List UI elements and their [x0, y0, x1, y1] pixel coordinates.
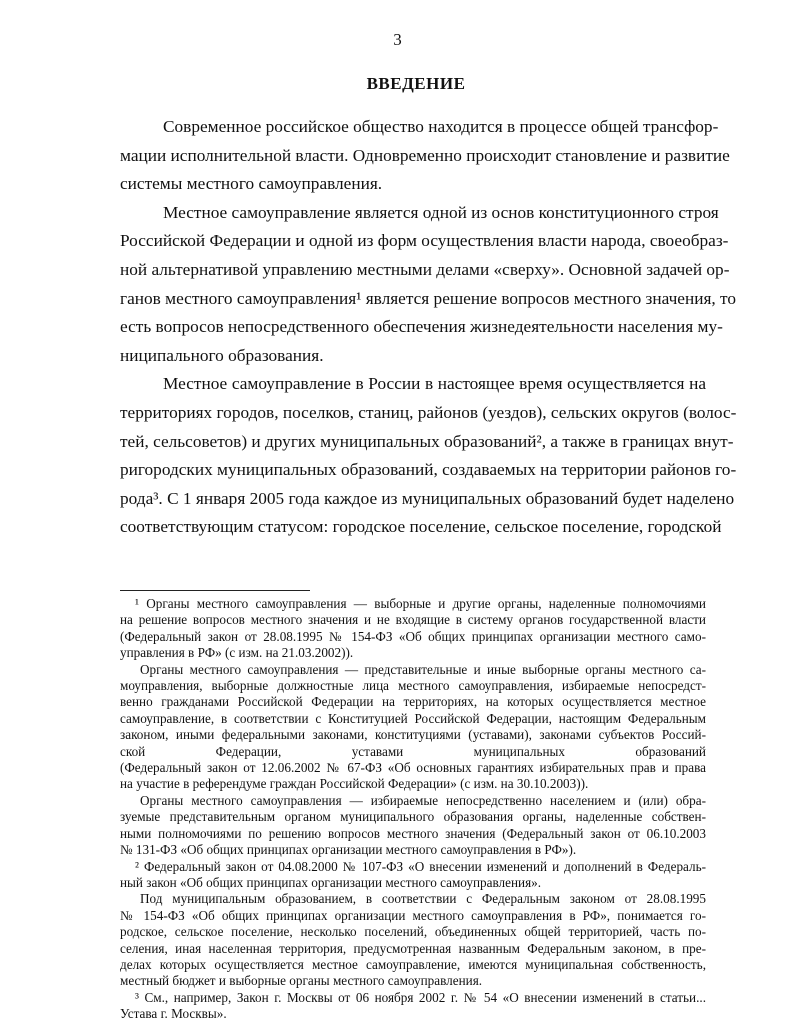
- section-heading: ВВЕДЕНИЕ: [366, 74, 466, 93]
- footnote-line: селения, иная населенная территория, предусмотренная названным Федеральным законом, в пре-: [120, 940, 706, 956]
- footnote-line: Устава г. Москвы».: [120, 1006, 227, 1022]
- paragraph-line: Местное самоуправление в России в настоящее время осуществляется на: [163, 374, 706, 394]
- footnote-line: (Федеральный закон от 12.06.2002 № 67-ФЗ «Об основных гарантиях избирательных прав и права: [120, 760, 706, 776]
- footnote-line: № 131-ФЗ «Об общих принципах организации местного самоуправления в РФ»).: [120, 842, 577, 858]
- footnote-line: зуемые представительным органом муниципального образования органы, наделенные собствен-: [120, 809, 706, 825]
- paragraph-line: ниципального образования.: [120, 345, 324, 365]
- footnote-line: местный бюджет и выборные органы местного самоуправления.: [120, 973, 483, 989]
- paragraph-line: ной альтернативой управлению местными делами «сверху». Основной задачей ор-: [120, 259, 730, 279]
- footnote-line: управления в РФ» (с изм. на 21.03.2002)).: [120, 645, 354, 661]
- footnote-line: Органы местного самоуправления — избираемые непосредственно населением и (или) обра-: [140, 792, 706, 808]
- footnote-line: венно гражданами Российской Федерации на территориях, на которых осуществляется местное: [120, 694, 706, 710]
- body-text: [120, 113, 737, 542]
- paragraph-line: системы местного самоуправления.: [120, 174, 383, 194]
- paragraph-line: ганов местного самоуправления¹ является решение вопросов местного значения, то: [120, 288, 736, 308]
- paragraph-line: мации исполнительной власти. Одновременно происходит становление и развитие: [120, 145, 730, 165]
- paragraph-line: тей, сельсоветов) и других муниципальных образований², а также в границах внут-: [120, 431, 734, 451]
- footnote-line: ² Федеральный закон от 04.08.2000 № 107-ФЗ «О внесении изменений и дополнений в Федераль-: [135, 858, 706, 874]
- footnote-line: законом, иными федеральными законами, конституциями (уставами), законами субъектов Россий-: [120, 727, 706, 743]
- footnote-separator: [120, 590, 310, 591]
- paragraph-line: Местное самоуправление является одной из основ конституционного строя: [163, 202, 719, 222]
- paragraph-line: Российской Федерации и одной из форм осуществления власти народа, своеобраз-: [120, 231, 729, 251]
- footnote-line: родское, сельское поселение, несколько поселений, объединенных общей территорией, часть по-: [120, 924, 706, 940]
- footnote-line: ными полномочиями по решению вопросов местного значения (Федеральный закон от 06.10.2003: [120, 825, 706, 841]
- footnote-line: ³ См., например, Закон г. Москвы от 06 ноября 2002 г. № 54 «О внесении изменений в статьи...: [135, 989, 706, 1005]
- footnote-line: ¹ Органы местного самоуправления — выборные и другие органы, наделенные полномочиями: [135, 596, 706, 611]
- footnote-line: (Федеральный закон от 28.08.1995 № 154-ФЗ «Об общих принципах организации местного само-: [120, 628, 706, 644]
- footnote-line: Под муниципальным образованием, в соответствии с Федеральным законом от 28.08.1995: [140, 891, 706, 907]
- footnote-line: Органы местного самоуправления — представительные и иные выборные органы местного са-: [140, 661, 706, 677]
- paragraph-line: территориях городов, поселков, станиц, районов (уездов), сельских округов (волос-: [120, 402, 737, 422]
- footnote-line: самоуправление, в соответствии с Конституцией Российской Федерации, настоящим Федеральным: [120, 710, 706, 726]
- page-number: 3: [393, 30, 402, 49]
- footnote-line: ской Федерации, уставами муниципальных образований: [120, 743, 706, 759]
- footnote-line: моуправления, выборные должностные лица местного самоуправления, избираемые непосредст-: [120, 678, 706, 694]
- footnote-line: на решение вопросов местного значения и не входящие в систему органов государственной власти: [120, 612, 706, 628]
- footnote-line: на участие в референдуме граждан Российской Федерации» (с изм. на 30.10.2003)).: [120, 776, 589, 792]
- footnote-line: ный закон «Об общих принципах организации местного самоуправления».: [120, 874, 542, 890]
- footnotes: [120, 596, 706, 1023]
- footnote-line: № 154-ФЗ «Об общих принципах организации местного самоуправления в РФ», понимается го-: [120, 907, 706, 923]
- paragraph-line: ригородских муниципальных образований, создаваемых на территории районов го-: [120, 460, 737, 480]
- footnote-line: делах которых осуществляется местное самоуправление, имеются муниципальная собственность,: [120, 956, 706, 972]
- paragraph-line: соответствующим статусом: городское поселение, сельское поселение, городской: [120, 517, 722, 537]
- paragraph-line: есть вопросов непосредственного обеспечения жизнедеятельности населения му-: [120, 317, 723, 337]
- paragraph-line: рода³. С 1 января 2005 года каждое из муниципальных образований будет наделено: [120, 488, 735, 508]
- paragraph-line: Современное российское общество находится в процессе общей трансфор-: [163, 117, 719, 136]
